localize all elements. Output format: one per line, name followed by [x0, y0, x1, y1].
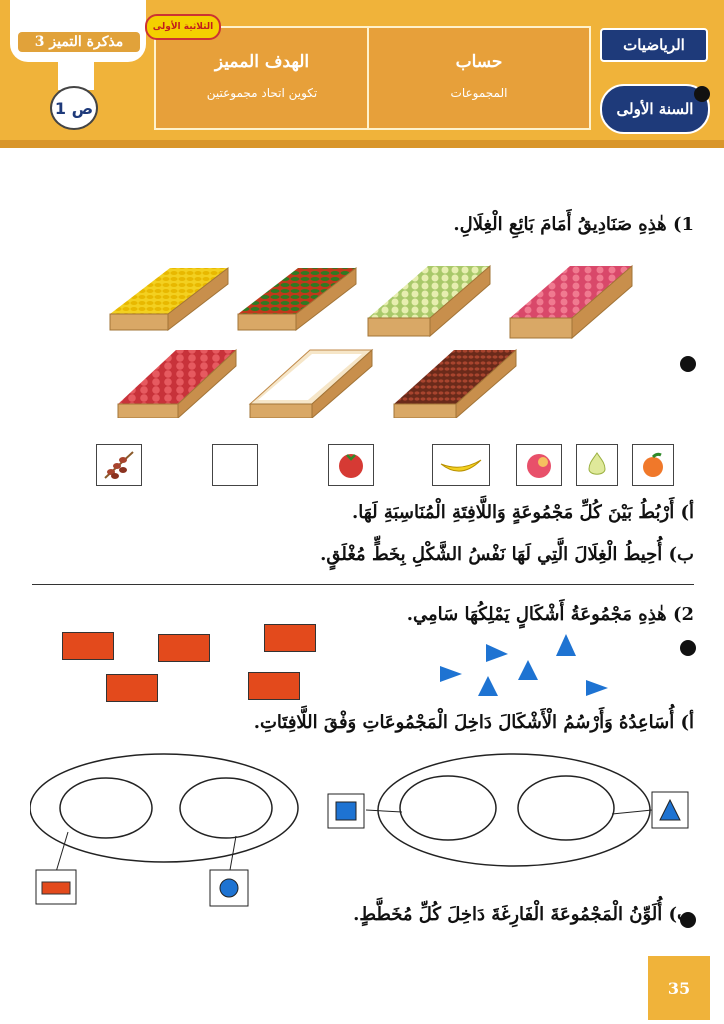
crate-tomatoes — [118, 350, 236, 418]
set-squares[interactable] — [400, 776, 496, 840]
sticker-apple[interactable] — [516, 444, 562, 486]
exercise-2-part-a: أ) أُسَاعِدُهُ وَأَرْسُمُ الْأَشْكَالَ دَاخِلَ الْمَجْمُوعَاتِ وَفْقَ اللَّافِتَاتِ. — [253, 712, 694, 733]
circle-label-icon — [220, 879, 238, 897]
red-rectangle — [264, 624, 316, 652]
crate-empty — [250, 350, 372, 418]
binder-hole — [680, 356, 696, 372]
red-rectangle — [158, 634, 210, 662]
subject-label: الرياضيات — [600, 28, 708, 62]
goal-title: الهدف المميز — [214, 52, 310, 72]
blue-triangle — [486, 644, 508, 662]
section-divider — [32, 584, 694, 585]
red-rectangle — [62, 632, 114, 660]
exercise-1-part-b: ب) أُحِيطُ الْغِلَالَ الَّتِي لَهَا نَفْسُ الشَّكْلِ بِخَطٍّ مُغْلَقٍ. — [320, 544, 694, 565]
exercise-2-text: 2) هٰذِهِ مَجْمُوعَةُ أَشْكَالٍ يَمْلِكُهَا سَامِي. — [406, 604, 694, 625]
crate-apples — [510, 266, 632, 338]
sticker-banana[interactable] — [432, 444, 490, 486]
sticker-dates[interactable] — [96, 444, 142, 486]
calc-title: حساب — [455, 52, 503, 72]
red-rectangle — [106, 674, 158, 702]
apple-icon — [523, 450, 555, 480]
goal-box — [154, 26, 370, 130]
calc-subtitle: المجموعات — [450, 86, 508, 100]
pear-icon — [583, 449, 611, 481]
crate-cucumbers — [238, 268, 356, 330]
blue-triangle — [518, 660, 538, 680]
calc-box — [367, 26, 591, 130]
memo-tab — [10, 0, 146, 62]
exercise-1-part-a: أ) أَرْبُطُ بَيْنَ كُلِّ مَجْمُوعَةٍ وَاللَّافِتَةِ الْمُنَاسِبَةِ لَهَا. — [352, 502, 694, 523]
banana-icon — [437, 454, 485, 476]
set-rectangles[interactable] — [60, 778, 152, 838]
rectangle-label-icon — [42, 882, 70, 894]
page-number: 35 — [648, 956, 710, 1020]
set-diagrams — [30, 752, 700, 912]
red-rectangle — [248, 672, 300, 700]
header-strip — [0, 140, 724, 148]
set-circles[interactable] — [180, 778, 272, 838]
page-label: ص 1 — [50, 86, 98, 130]
blue-triangle — [440, 666, 462, 682]
sticker-tomato[interactable] — [328, 444, 374, 486]
exercise-2-part-b: ب) أُلَوِّنُ الْمَجْمُوعَةَ الْفَارِغَةَ دَاخِلَ كُلِّ مُخَطَّطٍ. — [353, 904, 694, 925]
crate-pears — [368, 266, 490, 336]
crate-dates — [394, 350, 516, 418]
tomato-icon — [336, 450, 366, 480]
blue-triangles — [430, 630, 620, 710]
diagram-right — [328, 754, 688, 866]
level-label: السنة الأولى — [600, 84, 710, 134]
sticker-empty[interactable] — [212, 444, 258, 486]
memo-title: مذكرة التميز 3 — [18, 32, 140, 52]
sticker-orange[interactable] — [632, 444, 674, 486]
square-label-icon — [336, 802, 356, 820]
exercise-1-text: 1) هٰذِهِ صَنَادِيقُ أَمَامَ بَائِعِ الْغِلَالِ. — [453, 214, 694, 235]
diagram-left — [30, 754, 298, 906]
binder-hole — [680, 640, 696, 656]
trimester-badge: الثلاثية الأولى — [145, 14, 221, 40]
crates-illustration — [90, 258, 650, 418]
sticker-pear[interactable] — [576, 444, 618, 486]
orange-icon — [639, 451, 667, 479]
set-triangles[interactable] — [518, 776, 614, 840]
blue-triangle — [556, 634, 576, 656]
binder-hole — [694, 86, 710, 102]
blue-triangle — [478, 676, 498, 696]
dates-icon — [101, 448, 137, 482]
crate-bananas — [110, 268, 228, 330]
blue-triangle — [586, 680, 608, 696]
goal-subtitle: تكوين اتحاد مجموعتين — [206, 86, 318, 100]
